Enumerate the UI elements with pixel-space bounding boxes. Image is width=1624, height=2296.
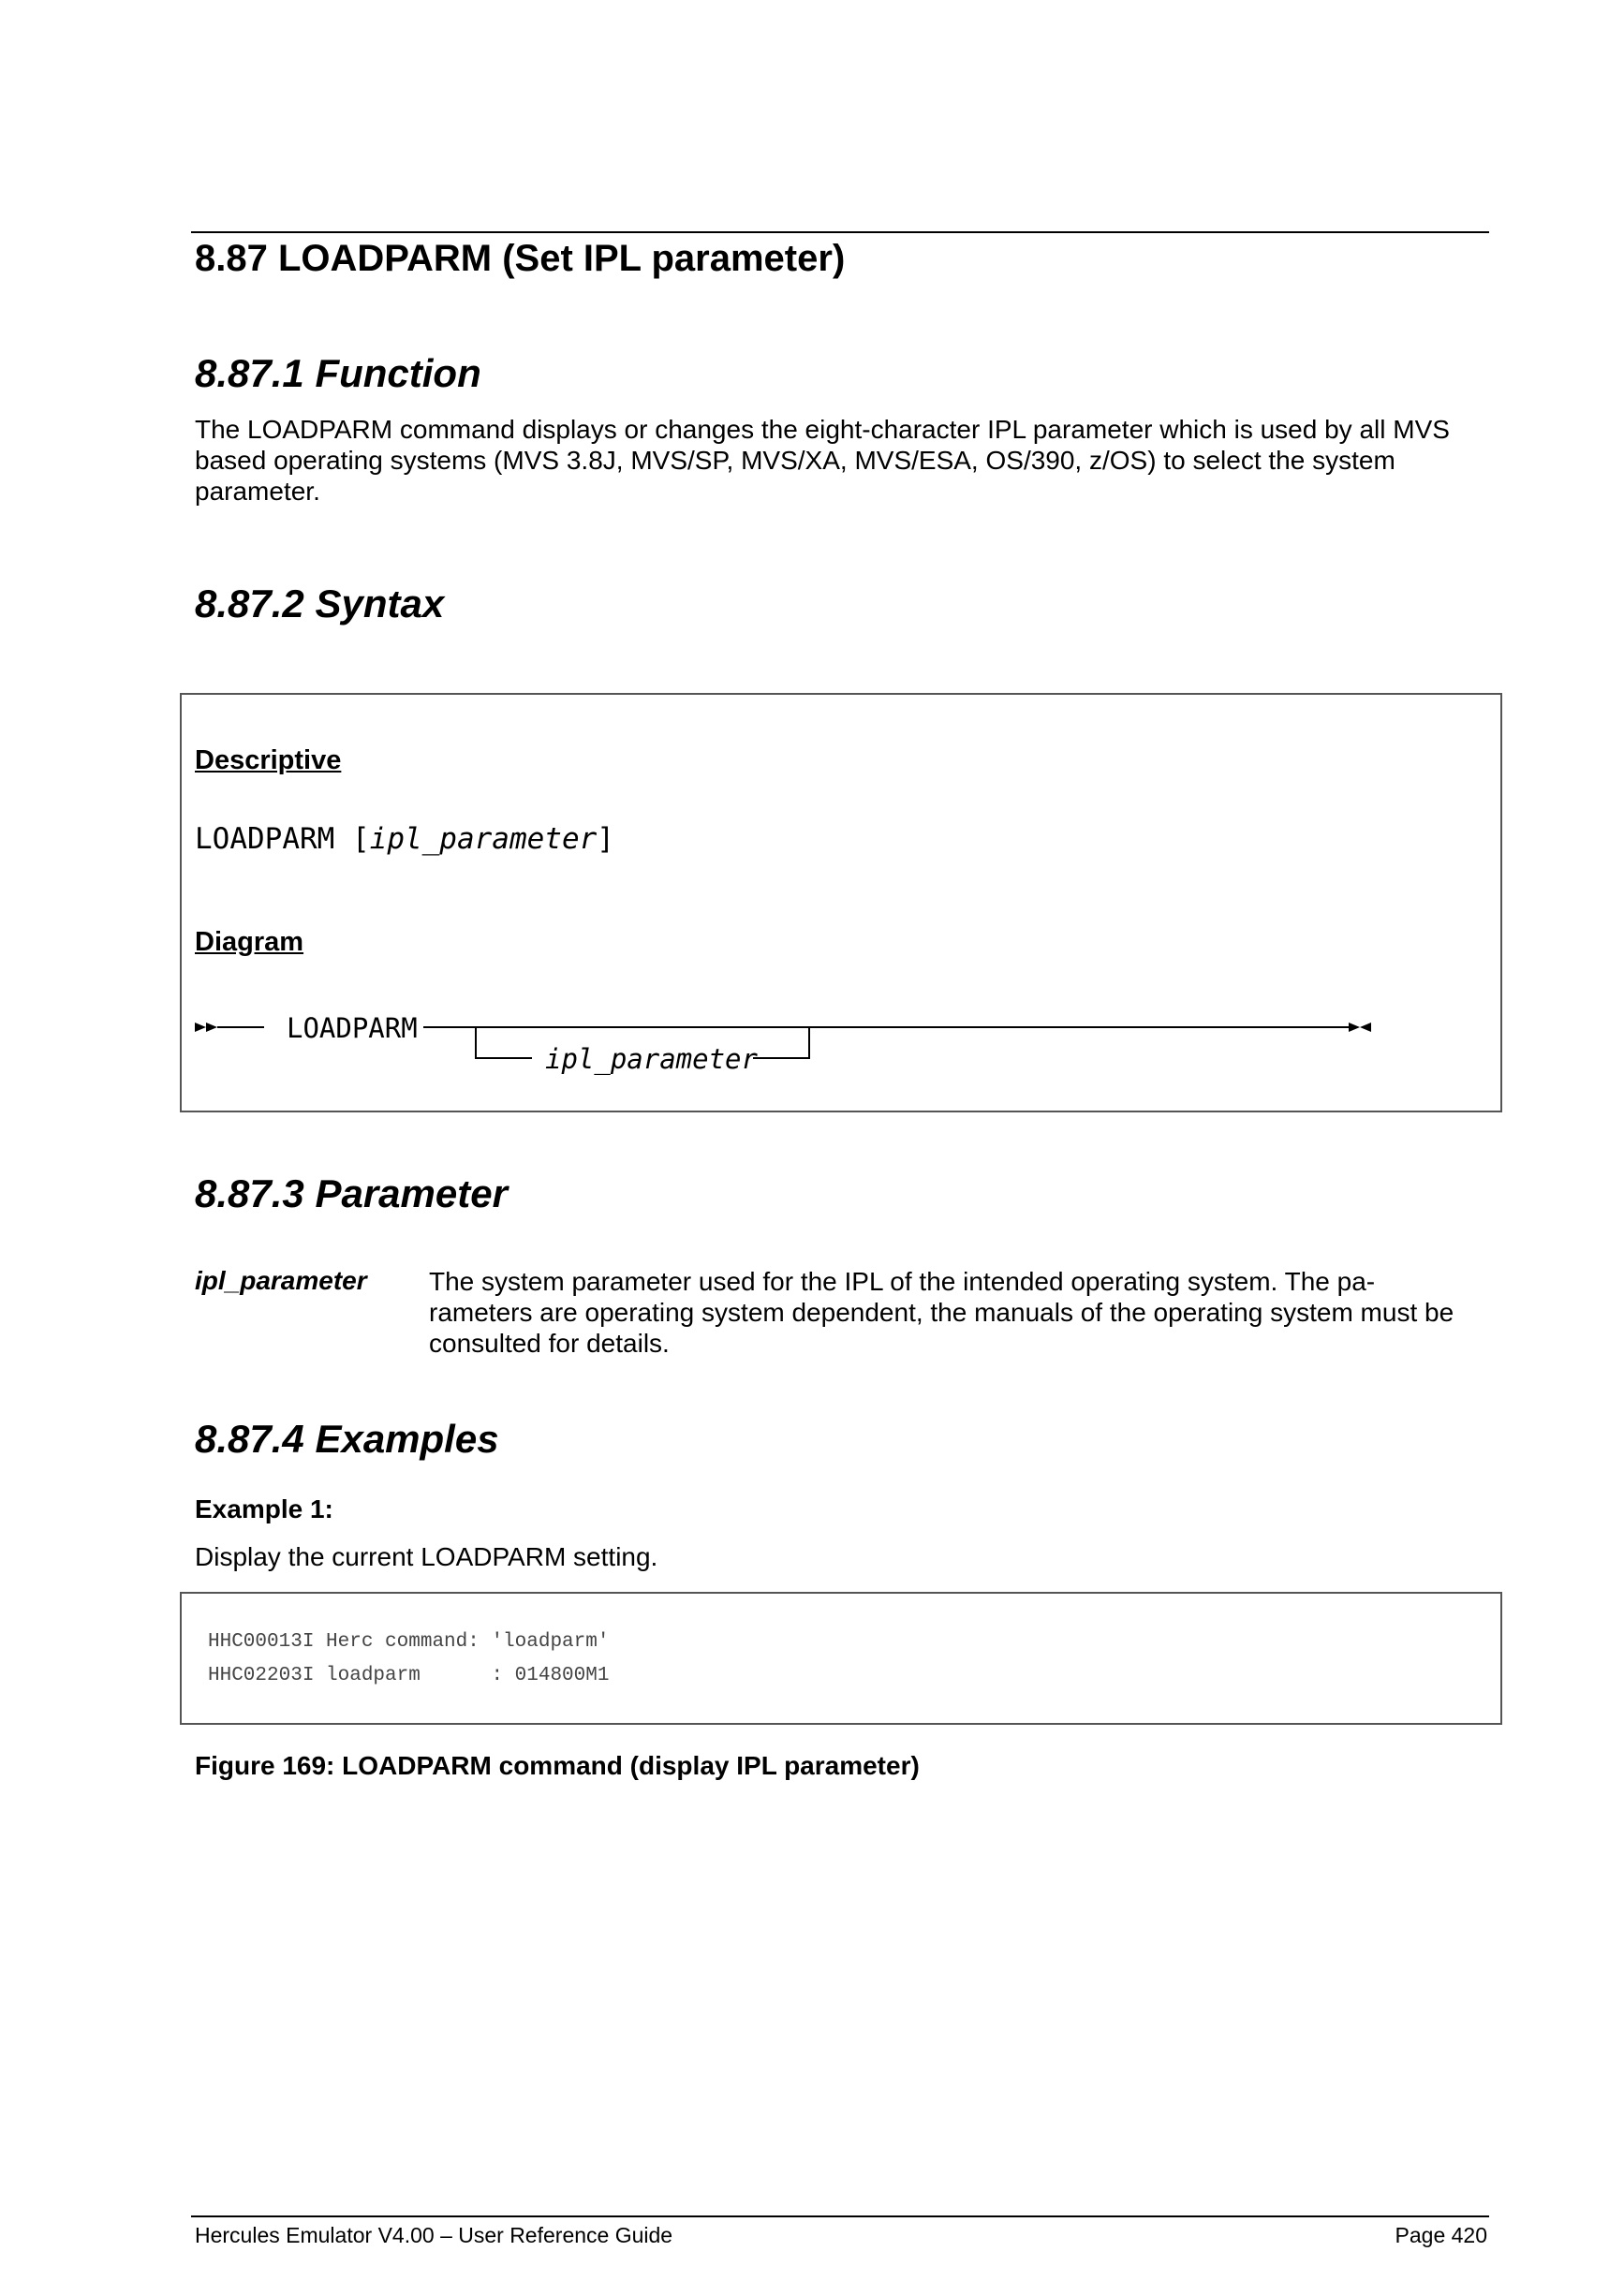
function-heading: 8.87.1 Function bbox=[195, 351, 481, 395]
footer-title: Hercules Emulator V4.00 – User Reference Guide bbox=[195, 2223, 673, 2247]
section-title: 8.87 LOADPARM (Set IPL parameter) bbox=[195, 238, 846, 279]
example1-title: Example 1: bbox=[195, 1494, 333, 1523]
syntax-diagram bbox=[187, 993, 1405, 1096]
descriptive-label: Descriptive bbox=[195, 745, 342, 775]
figure-caption: Figure 169: LOADPARM command (display IPL parameter) bbox=[195, 1751, 920, 1780]
end-arrow-icon bbox=[1360, 1023, 1371, 1032]
parameter-description: The system parameter used for the IPL of the intended operating system. The pa-rameters are operating system dependent, the manuals of the operating system must be consulted for details. bbox=[429, 1267, 1454, 1358]
start-arrow-icon bbox=[195, 1023, 206, 1032]
parameter-term: ipl_parameter bbox=[195, 1266, 367, 1295]
examples-heading: 8.87.4 Examples bbox=[195, 1417, 499, 1461]
diagram-argument: ipl_parameter bbox=[545, 1043, 758, 1075]
command-argument: ipl_parameter bbox=[369, 822, 598, 856]
code-line: HHC02203I loadparm : 014800M1 bbox=[208, 1665, 610, 1686]
parameter-heading: 8.87.3 Parameter bbox=[195, 1171, 508, 1215]
end-arrow-icon bbox=[1349, 1023, 1360, 1032]
bracket-close: ] bbox=[597, 822, 614, 856]
diagram-branch-left bbox=[476, 1027, 532, 1058]
diagram-branch-right bbox=[753, 1027, 809, 1058]
page-number: Page 420 bbox=[1395, 2223, 1487, 2247]
syntax-heading: 8.87.2 Syntax bbox=[195, 581, 445, 626]
diagram-command: LOADPARM bbox=[287, 1012, 418, 1044]
descriptive-command-line bbox=[195, 822, 614, 856]
start-arrow-icon bbox=[206, 1023, 217, 1032]
code-box bbox=[180, 1592, 1502, 1725]
code-line: HHC00013I Herc command: 'loadparm' bbox=[208, 1631, 610, 1653]
function-text: The LOADPARM command displays or changes the eight-character IPL parameter which is used by all MVS based operating systems (MVS 3.8J, MVS/SP, MVS/XA, MVS/ESA, OS/390, z/OS) to select the system parameter. bbox=[195, 415, 1450, 506]
diagram-label: Diagram bbox=[195, 927, 304, 957]
command-name: LOADPARM bbox=[195, 822, 335, 856]
header-rule bbox=[191, 231, 1489, 233]
footer-rule bbox=[191, 2215, 1489, 2217]
bracket-open: [ bbox=[351, 822, 370, 856]
example1-text: Display the current LOADPARM setting. bbox=[195, 1542, 658, 1571]
